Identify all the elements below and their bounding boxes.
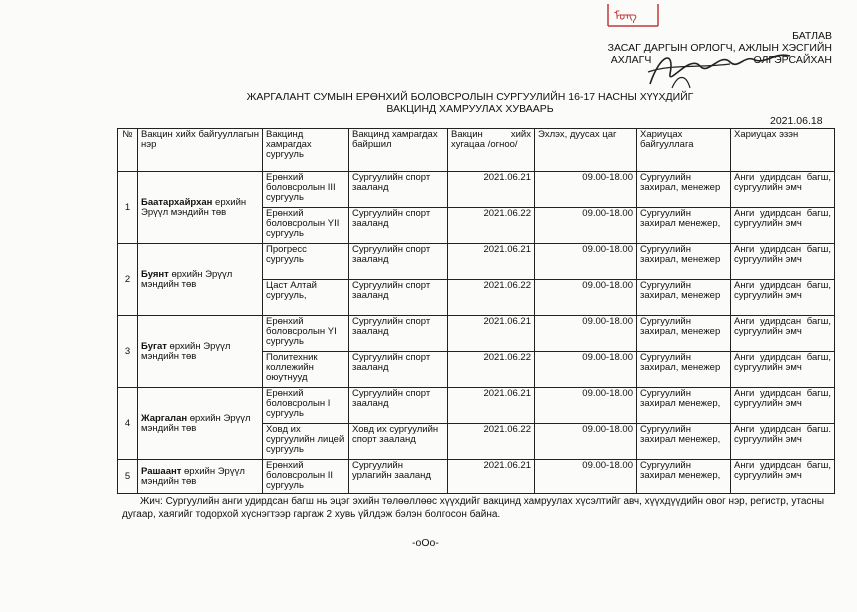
row-number: 5	[118, 460, 138, 494]
place-cell: Сургуулийн спорт зааланд	[349, 352, 448, 388]
school-cell: Ерөнхий боловсролын YI сургууль	[263, 316, 349, 352]
table-row	[118, 460, 835, 494]
vaccination-org	[138, 388, 263, 460]
time-cell: 09.00-18.00	[535, 316, 637, 352]
resp-org-cell: Сургуулийн захирал менежер,	[637, 208, 731, 244]
org-name: Бугат	[141, 340, 167, 352]
school-cell: Политехник коллежийн оюутнууд	[263, 352, 349, 388]
title-line-1: ЖАРГАЛАНТ СУМЫН ЕРӨНХИЙ БОЛОВСРОЛЫН СУРГУУЛИЙН 16-17 НАСНЫ ХҮҮХДИЙГ	[246, 91, 694, 103]
header-school: Вакцинд хамрагдах сургууль	[263, 129, 349, 172]
resp-person-cell: Анги удирдсан багш, сургуулийн эмч	[731, 316, 835, 352]
resp-person-cell: Анги удирдсан багш, сургуулийн эмч	[731, 172, 835, 208]
date-cell: 2021.06.22	[448, 424, 535, 460]
resp-org-cell: Сургуулийн захирал менежер,	[637, 388, 731, 424]
time-cell: 09.00-18.00	[535, 172, 637, 208]
vaccination-org	[138, 460, 263, 494]
vaccination-org	[138, 244, 263, 316]
time-cell: 09.00-18.00	[535, 208, 637, 244]
resp-org-cell: Сургуулийн захирал, менежер	[637, 172, 731, 208]
school-cell: Ерөнхий боловсролын YII сургууль	[263, 208, 349, 244]
table-row	[118, 172, 835, 208]
date-cell: 2021.06.22	[448, 208, 535, 244]
row-number: 4	[118, 388, 138, 460]
resp-org-cell: Сургуулийн захирал, менежер	[637, 280, 731, 316]
footnote: Жич: Сургуулийн анги удирдсан багш нь эцэг эхийн төлөөллөөс хүүхдийг вакцинд хамруулах хүсэлтийг авч, хүүхдүүдийн овог нэр, регистр, утасны дугаар, хаягийг тодорхой хүснэгтээр гаргаж 2 хувь үйлдэж бэлэн болгосон байна.	[122, 496, 825, 520]
org-name: Буянт	[141, 268, 169, 280]
table-row	[118, 316, 835, 352]
place-cell: Сургуулийн спорт зааланд	[349, 316, 448, 352]
header-place: Вакцинд хамрагдах байршил	[349, 129, 448, 172]
resp-person-cell: Анги удирдсан багш, сургуулийн эмч	[731, 208, 835, 244]
title-line-2: ВАКЦИНД ХАМРУУЛАХ ХУВААРЬ	[386, 103, 554, 115]
approval-line-1: БАТЛАВ	[792, 30, 832, 42]
vaccination-org	[138, 172, 263, 244]
resp-org-cell: Сургуулийн захирал, менежер	[637, 244, 731, 280]
resp-person-cell: Анги удирдсан багш, сургуулийн эмч	[731, 280, 835, 316]
time-cell: 09.00-18.00	[535, 352, 637, 388]
date-cell: 2021.06.21	[448, 316, 535, 352]
place-cell: Ховд их сургуулийн спорт зааланд	[349, 424, 448, 460]
resp-org-cell: Сургуулийн захирал, менежер	[637, 352, 731, 388]
place-cell: Сургуулийн спорт зааланд	[349, 388, 448, 424]
school-cell: Ерөнхий боловсролын II сургууль	[263, 460, 349, 494]
header-time: Эхлэх, дуусах цаг	[535, 129, 637, 172]
date-cell: 2021.06.22	[448, 280, 535, 316]
resp-person-cell: Анги удирдсан багш, сургуулийн эмч	[731, 388, 835, 424]
header-resp-person: Хариуцах эзэн	[731, 129, 835, 172]
resp-person-cell: Анги удирдсан багш, сургуулийн эмч	[731, 244, 835, 280]
time-cell: 09.00-18.00	[535, 280, 637, 316]
org-type: өрхийн Эрүүл мэндийн төв	[141, 268, 233, 290]
time-cell: 09.00-18.00	[535, 424, 637, 460]
row-number: 2	[118, 244, 138, 316]
header-org: Вакцин хийх байгууллагын нэр	[138, 129, 263, 172]
date-cell: 2021.06.21	[448, 388, 535, 424]
table-header-row	[118, 129, 835, 172]
time-cell: 09.00-18.00	[535, 244, 637, 280]
table-row	[118, 244, 835, 280]
resp-org-cell: Сургуулийн захирал, менежер	[637, 316, 731, 352]
school-cell: Ерөнхий боловсролын III сургууль	[263, 172, 349, 208]
signature	[630, 44, 795, 92]
header-no: №	[118, 129, 138, 172]
header-period: Вакцин хийх хугацаа /огноо/	[448, 129, 535, 172]
document-title	[230, 91, 710, 115]
resp-person-cell: Анги удирдсан багш, сургуулийн эмч	[731, 352, 835, 388]
schedule-table	[117, 128, 835, 494]
time-cell: 09.00-18.00	[535, 388, 637, 424]
school-cell: Ерөнхий боловсролын I сургууль	[263, 388, 349, 424]
school-cell: Ховд их сургуулийн лицей сургууль	[263, 424, 349, 460]
row-number: 3	[118, 316, 138, 388]
place-cell: Сургуулийн спорт зааланд	[349, 280, 448, 316]
time-cell: 09.00-18.00	[535, 460, 637, 494]
resp-org-cell: Сургуулийн захирал менежер,	[637, 460, 731, 494]
org-name: Жаргалан	[141, 412, 188, 424]
resp-org-cell: Сургуулийн захирал менежер,	[637, 424, 731, 460]
school-cell: Цаст Алтай сургууль,	[263, 280, 349, 316]
document-date: 2021.06.18	[770, 115, 823, 127]
svg-text:ᠮᠣᠩ: ᠮᠣᠩ	[614, 9, 637, 23]
vaccination-org	[138, 316, 263, 388]
resp-person-cell: Анги удирдсан багш. сургуулийн эмч	[731, 424, 835, 460]
org-type: өрхийн Эрүүл мэндийн төв	[141, 465, 245, 487]
approval-line-3: АХЛАГЧ ОЛГЭРСАЙХАН	[610, 54, 832, 66]
place-cell: Сургуулийн спорт зааланд	[349, 172, 448, 208]
date-cell: 2021.06.21	[448, 460, 535, 494]
org-type: ерхийн Эрүүл мэндийн төв	[141, 196, 247, 218]
table-row	[118, 388, 835, 424]
official-stamp	[604, 2, 662, 28]
org-name: Рашаант	[141, 465, 182, 477]
school-cell: Прогресс сургууль	[263, 244, 349, 280]
place-cell: Сургуулийн спорт зааланд	[349, 244, 448, 280]
org-type: өрхийн Эрүүл мэндийн төв	[141, 412, 251, 434]
row-number: 1	[118, 172, 138, 244]
date-cell: 2021.06.21	[448, 172, 535, 208]
org-name: Баатархайрхан	[141, 196, 213, 208]
resp-person-cell: Анги удирдсан багш, сургуулийн эмч	[731, 460, 835, 494]
date-cell: 2021.06.21	[448, 244, 535, 280]
approval-line-2: ЗАСАГ ДАРГЫН ОРЛОГЧ, АЖЛЫН ХЭСГИЙН	[607, 42, 832, 54]
place-cell: Сургуулийн урлагийн зааланд	[349, 460, 448, 494]
place-cell: Сургуулийн спорт зааланд	[349, 208, 448, 244]
date-cell: 2021.06.22	[448, 352, 535, 388]
end-mark: -oOo-	[412, 537, 439, 549]
org-type: өрхийн Эрүүл мэндийн төв	[141, 340, 231, 362]
header-resp-org: Хариуцах байгууллага	[637, 129, 731, 172]
